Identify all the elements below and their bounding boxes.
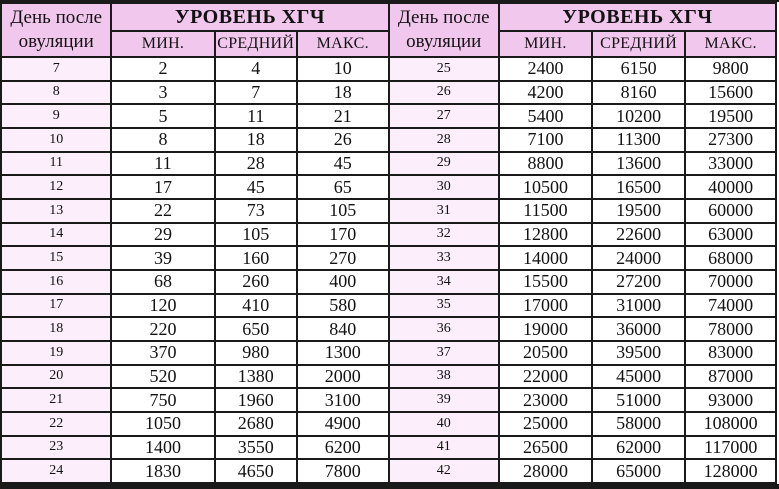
value-cell: 14000 [499, 246, 592, 270]
value-cell: 170 [297, 223, 388, 247]
value-cell: 11300 [592, 128, 685, 152]
table-row [1, 412, 389, 436]
value-cell: 28000 [499, 459, 592, 483]
hcg-level-header: УРОВЕНЬ ХГЧ [499, 3, 776, 31]
value-cell: 10500 [499, 175, 592, 199]
table-body-left [1, 57, 389, 483]
hcg-level-header: УРОВЕНЬ ХГЧ [111, 3, 388, 31]
avg-column-header: СРЕДНИЙ [215, 31, 298, 57]
max-column-header: МАКС. [297, 31, 388, 57]
value-cell: 19000 [499, 317, 592, 341]
value-cell: 19500 [592, 199, 685, 223]
value-cell: 68 [111, 270, 214, 294]
value-cell: 4 [215, 57, 298, 81]
day-cell: 7 [1, 57, 111, 81]
value-cell: 20500 [499, 341, 592, 365]
value-cell: 11 [215, 104, 298, 128]
value-cell: 220 [111, 317, 214, 341]
day-header-line2: овуляции [18, 31, 94, 52]
day-cell: 33 [389, 246, 499, 270]
value-cell: 39 [111, 246, 214, 270]
value-cell: 2000 [297, 365, 388, 389]
day-cell: 27 [389, 104, 499, 128]
table-row [1, 246, 389, 270]
value-cell: 40000 [685, 175, 776, 199]
value-cell: 1300 [297, 341, 388, 365]
value-cell: 3550 [215, 436, 298, 460]
value-cell: 31000 [592, 294, 685, 318]
value-cell: 18 [297, 81, 388, 105]
table-header-right [389, 3, 777, 57]
value-cell: 105 [297, 199, 388, 223]
value-cell: 58000 [592, 412, 685, 436]
value-cell: 25000 [499, 412, 592, 436]
day-cell: 18 [1, 317, 111, 341]
value-cell: 10200 [592, 104, 685, 128]
value-cell: 78000 [685, 317, 776, 341]
table-row [389, 246, 777, 270]
day-header-line1: День после [10, 7, 103, 29]
table-row [389, 412, 777, 436]
day-cell: 38 [389, 365, 499, 389]
day-cell: 19 [1, 341, 111, 365]
table-row [389, 81, 777, 105]
value-cell: 5 [111, 104, 214, 128]
day-cell: 21 [1, 388, 111, 412]
table-row [1, 128, 389, 152]
day-cell: 15 [1, 246, 111, 270]
day-cell: 35 [389, 294, 499, 318]
value-cell: 7800 [297, 459, 388, 483]
value-cell: 840 [297, 317, 388, 341]
day-cell: 31 [389, 199, 499, 223]
day-cell: 9 [1, 104, 111, 128]
value-cell: 45000 [592, 365, 685, 389]
table-row [1, 388, 389, 412]
value-cell: 27300 [685, 128, 776, 152]
value-cell: 1400 [111, 436, 214, 460]
value-cell: 750 [111, 388, 214, 412]
day-cell: 16 [1, 270, 111, 294]
value-cell: 24000 [592, 246, 685, 270]
day-cell: 37 [389, 341, 499, 365]
value-cell: 370 [111, 341, 214, 365]
table-row [389, 294, 777, 318]
value-cell: 17 [111, 175, 214, 199]
value-cell: 4650 [215, 459, 298, 483]
value-cell: 70000 [685, 270, 776, 294]
day-cell: 25 [389, 57, 499, 81]
value-cell: 117000 [685, 436, 776, 460]
day-after-ovulation-header [1, 3, 111, 57]
value-cell: 51000 [592, 388, 685, 412]
table-row [389, 341, 777, 365]
value-cell: 62000 [592, 436, 685, 460]
value-cell: 26500 [499, 436, 592, 460]
value-cell: 4900 [297, 412, 388, 436]
day-cell: 26 [389, 81, 499, 105]
value-cell: 12800 [499, 223, 592, 247]
day-cell: 10 [1, 128, 111, 152]
table-row [1, 294, 389, 318]
value-cell: 7100 [499, 128, 592, 152]
avg-column-header: СРЕДНИЙ [592, 31, 685, 57]
table-row [1, 152, 389, 176]
table-row [389, 388, 777, 412]
value-cell: 270 [297, 246, 388, 270]
value-cell: 8160 [592, 81, 685, 105]
day-cell: 11 [1, 152, 111, 176]
value-cell: 1050 [111, 412, 214, 436]
table-row [389, 175, 777, 199]
table-row [1, 436, 389, 460]
value-cell: 11500 [499, 199, 592, 223]
value-cell: 3100 [297, 388, 388, 412]
value-cell: 580 [297, 294, 388, 318]
day-cell: 14 [1, 223, 111, 247]
day-cell: 40 [389, 412, 499, 436]
day-cell: 22 [1, 412, 111, 436]
day-cell: 36 [389, 317, 499, 341]
value-cell: 108000 [685, 412, 776, 436]
value-cell: 29 [111, 223, 214, 247]
value-cell: 15500 [499, 270, 592, 294]
day-cell: 28 [389, 128, 499, 152]
day-cell: 30 [389, 175, 499, 199]
table-row [389, 459, 777, 483]
value-cell: 980 [215, 341, 298, 365]
value-cell: 4200 [499, 81, 592, 105]
table-row [1, 341, 389, 365]
table-row [389, 199, 777, 223]
value-cell: 650 [215, 317, 298, 341]
value-cell: 17000 [499, 294, 592, 318]
value-cell: 87000 [685, 365, 776, 389]
day-cell: 20 [1, 365, 111, 389]
value-cell: 13600 [592, 152, 685, 176]
day-cell: 24 [1, 459, 111, 483]
value-cell: 260 [215, 270, 298, 294]
min-column-header: МИН. [111, 31, 214, 57]
table-row [1, 199, 389, 223]
value-cell: 2 [111, 57, 214, 81]
value-cell: 63000 [685, 223, 776, 247]
table-row [389, 223, 777, 247]
value-cell: 18 [215, 128, 298, 152]
table-row [389, 128, 777, 152]
value-cell: 9800 [685, 57, 776, 81]
day-cell: 13 [1, 199, 111, 223]
value-cell: 8 [111, 128, 214, 152]
value-cell: 45 [297, 152, 388, 176]
table-row [389, 152, 777, 176]
value-cell: 45 [215, 175, 298, 199]
value-cell: 105 [215, 223, 298, 247]
value-cell: 60000 [685, 199, 776, 223]
value-cell: 8800 [499, 152, 592, 176]
value-cell: 410 [215, 294, 298, 318]
value-cell: 1380 [215, 365, 298, 389]
day-cell: 17 [1, 294, 111, 318]
value-cell: 27200 [592, 270, 685, 294]
value-cell: 19500 [685, 104, 776, 128]
day-cell: 12 [1, 175, 111, 199]
day-cell: 32 [389, 223, 499, 247]
value-cell: 128000 [685, 459, 776, 483]
value-cell: 26 [297, 128, 388, 152]
value-cell: 22600 [592, 223, 685, 247]
value-cell: 10 [297, 57, 388, 81]
table-row [389, 317, 777, 341]
value-cell: 73 [215, 199, 298, 223]
value-cell: 120 [111, 294, 214, 318]
value-cell: 1830 [111, 459, 214, 483]
value-cell: 22000 [499, 365, 592, 389]
value-cell: 520 [111, 365, 214, 389]
value-cell: 65000 [592, 459, 685, 483]
table-row [1, 459, 389, 483]
value-cell: 15600 [685, 81, 776, 105]
table-row [1, 223, 389, 247]
value-cell: 28 [215, 152, 298, 176]
table-body-right [389, 57, 777, 483]
table-row [1, 270, 389, 294]
table-row [389, 365, 777, 389]
value-cell: 6150 [592, 57, 685, 81]
value-cell: 74000 [685, 294, 776, 318]
value-cell: 68000 [685, 246, 776, 270]
value-cell: 33000 [685, 152, 776, 176]
value-cell: 16500 [592, 175, 685, 199]
table-row [1, 317, 389, 341]
value-cell: 36000 [592, 317, 685, 341]
hcg-table-left [0, 2, 390, 484]
value-cell: 11 [111, 152, 214, 176]
day-header-line1: День после [397, 7, 490, 29]
value-cell: 21 [297, 104, 388, 128]
table-row [1, 81, 389, 105]
day-cell: 29 [389, 152, 499, 176]
value-cell: 23000 [499, 388, 592, 412]
day-cell: 23 [1, 436, 111, 460]
value-cell: 93000 [685, 388, 776, 412]
value-cell: 22 [111, 199, 214, 223]
table-row [389, 436, 777, 460]
max-column-header: МАКС. [685, 31, 776, 57]
value-cell: 1960 [215, 388, 298, 412]
table-row [1, 365, 389, 389]
value-cell: 2680 [215, 412, 298, 436]
day-cell: 39 [389, 388, 499, 412]
hcg-table-right [388, 2, 778, 484]
value-cell: 160 [215, 246, 298, 270]
value-cell: 83000 [685, 341, 776, 365]
table-row [1, 57, 389, 81]
value-cell: 5400 [499, 104, 592, 128]
value-cell: 65 [297, 175, 388, 199]
table-header-left [1, 3, 389, 57]
table-row [389, 270, 777, 294]
day-cell: 8 [1, 81, 111, 105]
value-cell: 7 [215, 81, 298, 105]
value-cell: 400 [297, 270, 388, 294]
day-header-line2: овуляции [406, 31, 482, 52]
table-row [1, 104, 389, 128]
table-row [1, 175, 389, 199]
day-cell: 42 [389, 459, 499, 483]
min-column-header: МИН. [499, 31, 592, 57]
value-cell: 6200 [297, 436, 388, 460]
value-cell: 39500 [592, 341, 685, 365]
table-row [389, 57, 777, 81]
day-after-ovulation-header [389, 3, 499, 57]
value-cell: 2400 [499, 57, 592, 81]
day-cell: 41 [389, 436, 499, 460]
day-cell: 34 [389, 270, 499, 294]
value-cell: 3 [111, 81, 214, 105]
table-row [389, 104, 777, 128]
